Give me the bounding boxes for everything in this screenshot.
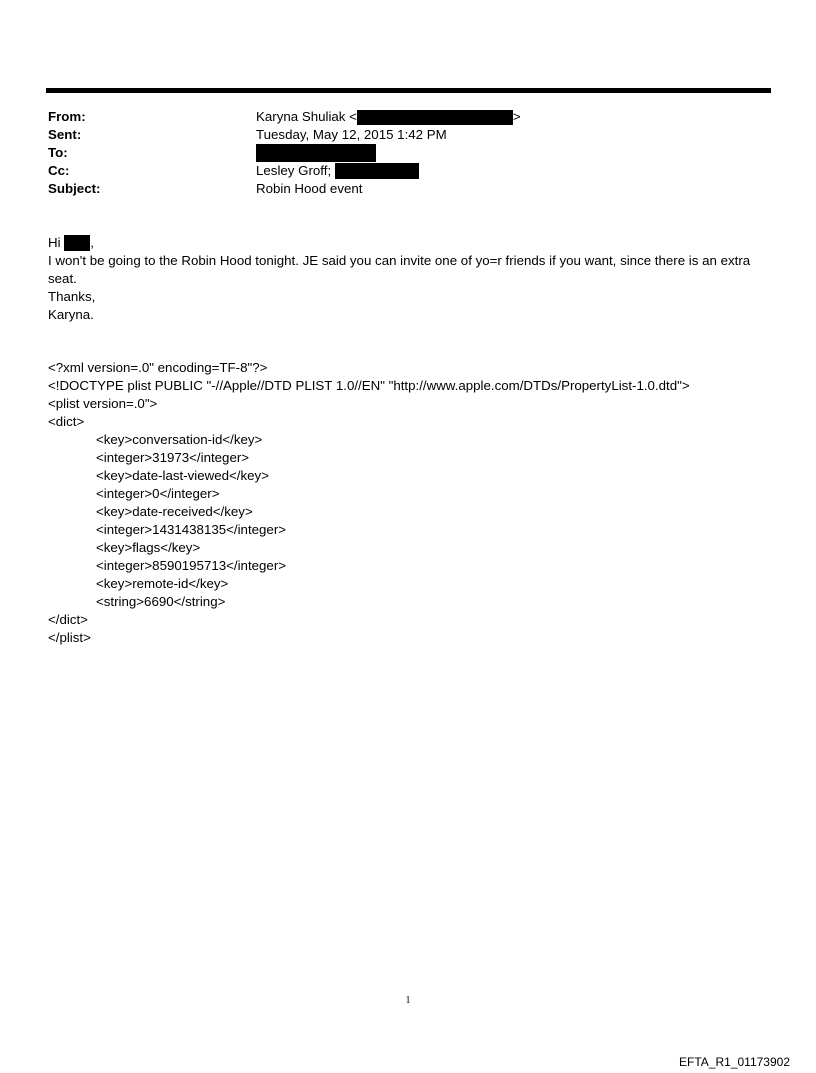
plist-xml-block: [48, 359, 773, 647]
from-row: [48, 108, 768, 126]
body-line-1: I won't be going to the Robin Hood tonight. JE said you can invite one of yo=r friends if you want, since there is an extra: [48, 253, 751, 268]
body-line-2: seat.: [48, 271, 77, 286]
subject-value: Robin Hood event: [256, 181, 363, 196]
subject-row: [48, 180, 768, 198]
xml-line: <dict>: [48, 414, 85, 429]
xml-line: <key>remote-id</key>: [96, 576, 229, 591]
xml-line: <key>date-last-viewed</key>: [96, 468, 269, 483]
xml-line: <?xml version=.0" encoding=TF-8"?>: [48, 360, 268, 375]
cc-value: [256, 162, 419, 180]
to-row: [48, 144, 768, 162]
sent-row: [48, 126, 768, 144]
greeting-line: [48, 234, 773, 252]
from-name: Karyna Shuliak <: [256, 109, 357, 124]
xml-line: </dict>: [48, 612, 88, 627]
redaction-box: [335, 163, 419, 179]
greeting-comma: ,: [90, 235, 94, 250]
to-label: To:: [48, 145, 68, 160]
xml-line: <integer>8590195713</integer>: [96, 558, 287, 573]
body-line-3: Thanks,: [48, 289, 96, 304]
redaction-box: [256, 144, 376, 162]
greeting-text: Hi: [48, 235, 61, 250]
page-number: 1: [405, 995, 411, 1006]
xml-line: </plist>: [48, 630, 91, 645]
sent-label: Sent:: [48, 127, 82, 142]
xml-line: <integer>1431438135</integer>: [96, 522, 287, 537]
xml-line: <integer>31973</integer>: [96, 450, 250, 465]
xml-line: <key>flags</key>: [96, 540, 201, 555]
cc-row: [48, 162, 768, 180]
xml-line: <integer>0</integer>: [96, 486, 220, 501]
xml-line: <plist version=.0">: [48, 396, 158, 411]
from-label: From:: [48, 109, 86, 124]
xml-line: <key>conversation-id</key>: [96, 432, 263, 447]
cc-label: Cc:: [48, 163, 70, 178]
header-rule: [46, 88, 771, 93]
redaction-box: [357, 110, 513, 125]
subject-label: Subject:: [48, 181, 101, 196]
xml-line: <string>6690</string>: [96, 594, 226, 609]
redaction-box: [64, 235, 90, 251]
xml-line: <key>date-received</key>: [96, 504, 253, 519]
email-body: [48, 234, 773, 324]
sent-value: Tuesday, May 12, 2015 1:42 PM: [256, 127, 447, 142]
xml-line: <!DOCTYPE plist PUBLIC "-//Apple//DTD PLIST 1.0//EN" "http://www.apple.com/DTDs/PropertyList-1.0.dtd">: [48, 378, 690, 393]
from-close: >: [512, 109, 521, 124]
to-value: [256, 144, 376, 162]
document-id: EFTA_R1_01173902: [679, 1055, 790, 1069]
cc-name: Lesley Groff;: [256, 163, 332, 178]
body-line-4: Karyna.: [48, 307, 94, 322]
email-header: [48, 108, 768, 198]
from-value: [256, 108, 521, 126]
